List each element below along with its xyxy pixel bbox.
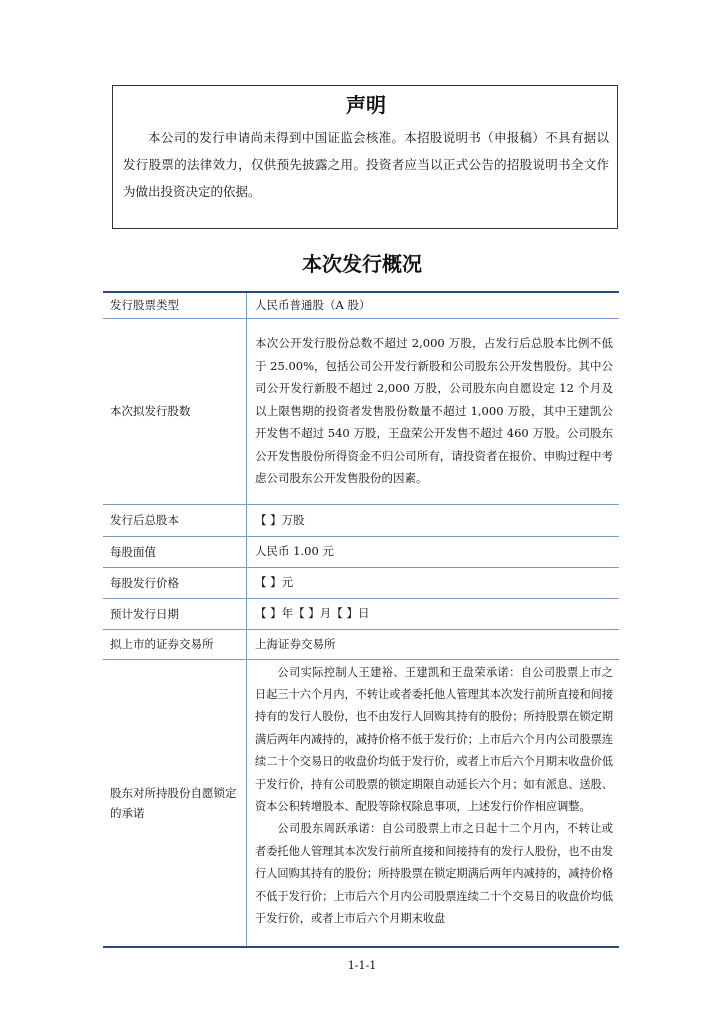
row-value: 人民币 1.00 元 xyxy=(247,536,620,567)
disclaimer-title: 声明 xyxy=(346,93,386,117)
row-value: 【 】年【 】月【 】日 xyxy=(247,598,620,629)
row-value: 本次公开发行股份总数不超过 2,000 万股，占发行后总股本比例不低于 25.00%，包括公司公开发行新股和公司股东公开发售股份。其中公司公开发行新股不超过 2,000 万股，公司股东向自愿设定 12 个月及以上限售期的投资者发售股份数量不超过 1,000 万股，其中王建凯公开发售不超过 540 万股，王盘荣公开发售不超过 460 万股。公司股东公开发售股份所得资金不归公司所有，请投资者在报价、申购过程中考虑公司股东公开发售股份的因素。 xyxy=(247,318,620,504)
row-value: 上海证券交易所 xyxy=(247,629,620,659)
commitment-paragraph-zhouyue: 公司股东周跃承诺：自公司股票上市之日起十二个月内，不转让或者委托他人管理其本次发行前所直接和间接持有的发行人股份，也不由发行人回购其持有的股份；所持股票在锁定期满后两年内减持的，减持价格不低于发行价；上市后六个月内公司股票连续二十个交易日的收盘价均低于发行价，或者上市后六个月期末收盘 xyxy=(255,822,614,925)
table-row xyxy=(103,318,619,504)
row-label: 发行后总股本 xyxy=(103,504,247,536)
row-label: 本次拟发行股数 xyxy=(103,318,247,504)
row-value: 【 】元 xyxy=(247,567,620,598)
disclaimer-box xyxy=(112,85,618,229)
table-row xyxy=(103,292,619,318)
table-row xyxy=(103,567,619,598)
row-label: 发行股票类型 xyxy=(103,292,247,318)
row-label: 每股面值 xyxy=(103,536,247,567)
table-row xyxy=(103,629,619,659)
row-value xyxy=(247,659,620,947)
row-label: 每股发行价格 xyxy=(103,567,247,598)
row-label: 拟上市的证券交易所 xyxy=(103,629,247,659)
row-label: 预计发行日期 xyxy=(103,598,247,629)
table-row xyxy=(103,598,619,629)
table-row xyxy=(103,536,619,567)
row-label: 股东对所持股份自愿锁定的承诺 xyxy=(103,659,247,947)
section-title: 本次发行概况 xyxy=(302,252,422,276)
commitment-paragraph-controllers: 公司实际控制人王建裕、王建凯和王盘荣承诺：自公司股票上市之日起三十六个月内，不转让或者委托他人管理其本次发行前所直接和间接持有的发行人股份，也不由发行人回购其持有的股份；所持股票在锁定期满后两年内减持的，减持价格不低于发行价；上市后六个月内公司股票连续二十个交易日的收盘价均低于发行价，或者上市后六个月期末收盘价低于发行价，持有公司股票的锁定期限自动延长六个月；如有派息、送股、资本公积转增股本、配股等除权除息事项，上述发行价作相应调整。 xyxy=(255,665,614,813)
table-row xyxy=(103,659,619,947)
offering-overview-table xyxy=(103,291,619,948)
page-number: 1-1-1 xyxy=(347,959,377,972)
row-value: 【 】万股 xyxy=(247,504,620,536)
row-value: 人民币普通股（A 股） xyxy=(247,292,620,318)
disclaimer-text: 本公司的发行申请尚未得到中国证监会核准。本招股说明书（申报稿）不具有据以发行股票的法律效力，仅供预先披露之用。投资者应当以正式公告的招股说明书全文作为做出投资决定的依据。 xyxy=(123,130,609,199)
table-row xyxy=(103,504,619,536)
